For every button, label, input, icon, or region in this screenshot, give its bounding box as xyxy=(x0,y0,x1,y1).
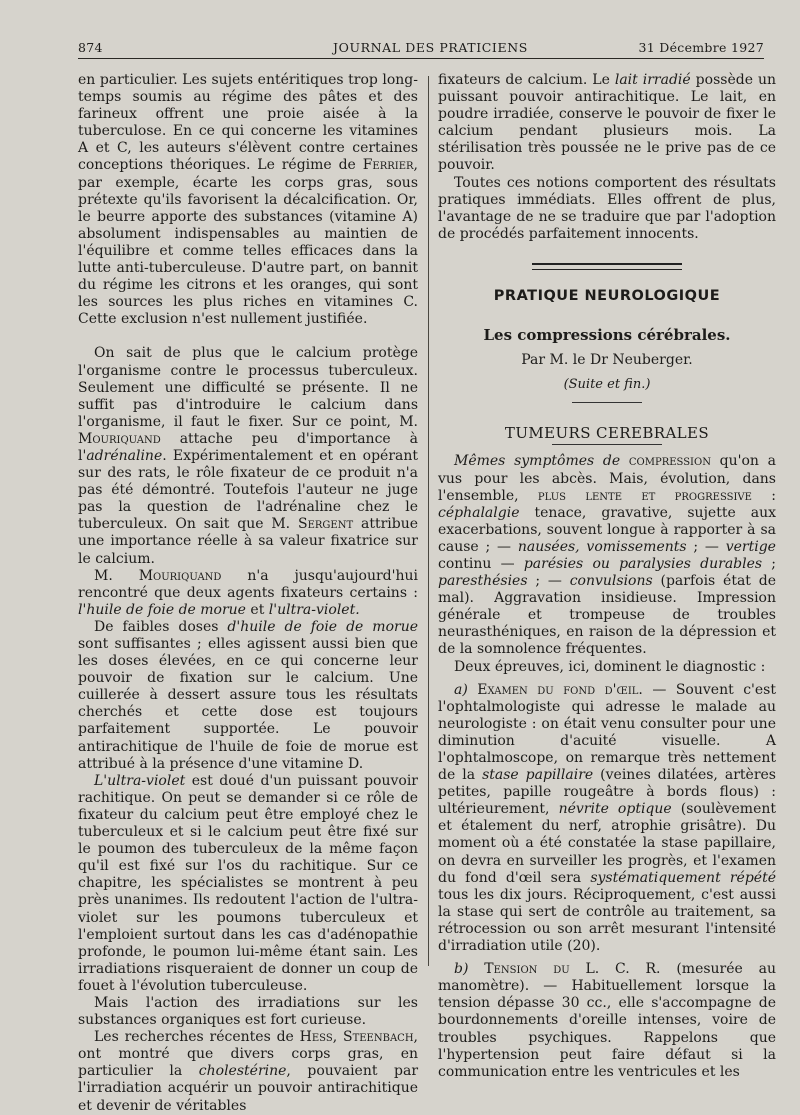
issue-date: 31 Décembre 1927 xyxy=(638,40,764,55)
rubric-heading: PRATIQUE NEUROLOGIQUE xyxy=(493,287,721,304)
short-rule xyxy=(572,402,642,403)
journal-title: JOURNAL DES PRATICIENS xyxy=(333,40,528,55)
header-rule xyxy=(78,58,764,59)
left-column xyxy=(78,72,418,1115)
paragraph: M. Mouriquand n'a jusqu'aujourd'hui rencontré que deux agents fixateurs certains : l'huile de foie de morue et l'ultra-violet. xyxy=(78,567,418,618)
paragraph: en particulier. Les sujets entéritiques trop long-temps soumis au régime des pâtes et des farineux offrent une proie aisée à la tuberculose. En ce qui concerne les vitamines A et C, les auteurs s'élèvent contre certaines conceptions théoriques. Le régime de Ferrier, par exemple, écarte les corps gras, sous prétexte qu'ils favorisent la décalcification. Or, le beurre apporte des substances (vitamine A) absolument indispensables au maintien de l'équilibre et comme telles efficaces dans la lutte anti-tuberculeuse. D'autre part, on bannit du régime les citrons et les oranges, qui sont les sources les plus riches en vitamines C. Cette exclusion n'est nullement justifiée. xyxy=(78,72,418,328)
continued-note: (Suite et fin.) xyxy=(563,377,651,393)
paragraph: b) Tension du L. C. R. (mesurée au manomètre). — Habituellement lorsque la tension dépasse 30 cc., elle s'accompagne de bourdonnements d'oreille intenses, voire de troubles psychiques. Rappelons que l'hypertension peut faire défaut si la communication entre les ventricules et les xyxy=(438,961,777,1080)
paragraph: Les recherches récentes de Hess, Steenbach, ont montré que divers corps gras, en particulier la cholestérine, pouvaient par l'irradiation acquérir un pouvoir antirachitique et devenir de véritables xyxy=(78,1029,419,1114)
page-number: 874 xyxy=(78,40,103,55)
article-author: Par M. le Dr Neuberger. xyxy=(521,352,693,369)
column-divider xyxy=(428,76,429,966)
right-column xyxy=(438,72,776,1081)
paragraph: Mêmes symptômes de compression qu'on a vus pour les abcès. Mais, évolution, dans l'ensemble, plus lente et progressive : céphalalgie tenace, gravative, sujette aux exacerbations, souvent longue à rapporter à sa cause ; — nausées, vomissements ; — vertige continu — parésies ou paralysies durables ; paresthésies ; — convulsions (parfois état de mal). Aggravation insidieuse. Impression générale et trompeuse de troubles neurasthéniques, en raison de la dépression et de la somnolence fréquentes. xyxy=(438,453,777,658)
paragraph: Mais l'action des irradiations sur les substances organiques est fort curieuse. xyxy=(78,994,418,1029)
running-header xyxy=(78,40,764,58)
section-heading: TUMEURS CEREBRALES xyxy=(504,424,710,443)
paragraph: L'ultra-violet est doué d'un puissant pouvoir rachitique. On peut se demander si ce rôle de fixateur du calcium peut être employé chez le tuberculeux et si le calcium peut être fixé sur le poumon des tuberculeux de la même façon qu'il est fixé sur l'os du rachitique. Sur ce chapitre, les spécialistes se montrent à peu près unanimes. Ils redoutent l'action de l'ultra-violet sur les poumons tuberculeux et l'emploient surtout dans les cas d'adénopathie profonde, le poumon lui-même étant sain. Les irradiations risqueraient de donner un coup de fouet à l'évolution tuberculeuse. xyxy=(78,772,418,994)
paragraph: Deux épreuves, ici, dominent le diagnostic : xyxy=(454,658,766,675)
paragraph: On sait de plus que le calcium protège l'organisme contre le processus tuberculeux. Seulement une difficulté se présente. Il ne suffit pas d'introduire le calcium dans l'organisme, il faut le fixer. Sur ce point, M. Mouriquand attache peu d'importance à l'adrénaline. Expérimentalement et en opérant sur des rats, le rôle fixateur de ce produit n'a pas été démontré. Toutefois l'auteur ne juge pas la question de l'adrénaline chez le tuberculeux. On sait que M. Sergent attribue une importance réelle à sa valeur fixatrice sur le calcium. xyxy=(78,345,419,567)
section-separator xyxy=(532,263,682,270)
paragraph: a) Examen du fond d'œil. — Souvent c'est l'ophtalmologiste qui adresse le malade au neurologiste : on était venu consulter pour une diminution d'acuité visuelle. A l'ophtalmoscope, on remarque très nettement de la stase papillaire (veines dilatées, artères petites, papille rougeâtre à bords flous) : ultérieurement, névrite optique (soulèvement et étalement du nerf, atrophie grisâtre). Du moment où a été constatée la stase papillaire, on devra en surveiller les progrès, et l'examen du fond d'œil sera systématiquement répété tous les dix jours. Réciproquement, c'est aussi la stase qui sert de contrôle au traitement, sa rétrocession ou son arrêt mesurant l'intensité d'irradiation utile (20). xyxy=(438,681,776,955)
paragraph: Toutes ces notions comportent des résultats pratiques immédiats. Elles offrent de plus, l'avantage de ne se traduire que par l'adoption de procédés parfaitement innocents. xyxy=(438,174,776,242)
article-title: Les compressions cérébrales. xyxy=(483,326,731,345)
section-underline xyxy=(552,444,662,445)
paragraph: De faibles doses d'huile de foie de morue sont suffisantes ; elles agissent aussi bien que les doses élevées, en ce qui concerne leur pouvoir de fixation sur le calcium. Une cuillerée à dessert assure tous les résultats cherchés et cette dose est toujours parfaitement supportée. Le pouvoir antirachitique de l'huile de foie de morue est attribué à la présence d'une vitamine D. xyxy=(78,618,418,772)
paragraph: fixateurs de calcium. Le lait irradié possède un puissant pouvoir antirachitique. Le lait, en poudre irradiée, conserve le pouvoir de fixer le calcium pendant plusieurs mois. La stérilisation très poussée ne le prive pas de ce pouvoir. xyxy=(438,72,776,174)
